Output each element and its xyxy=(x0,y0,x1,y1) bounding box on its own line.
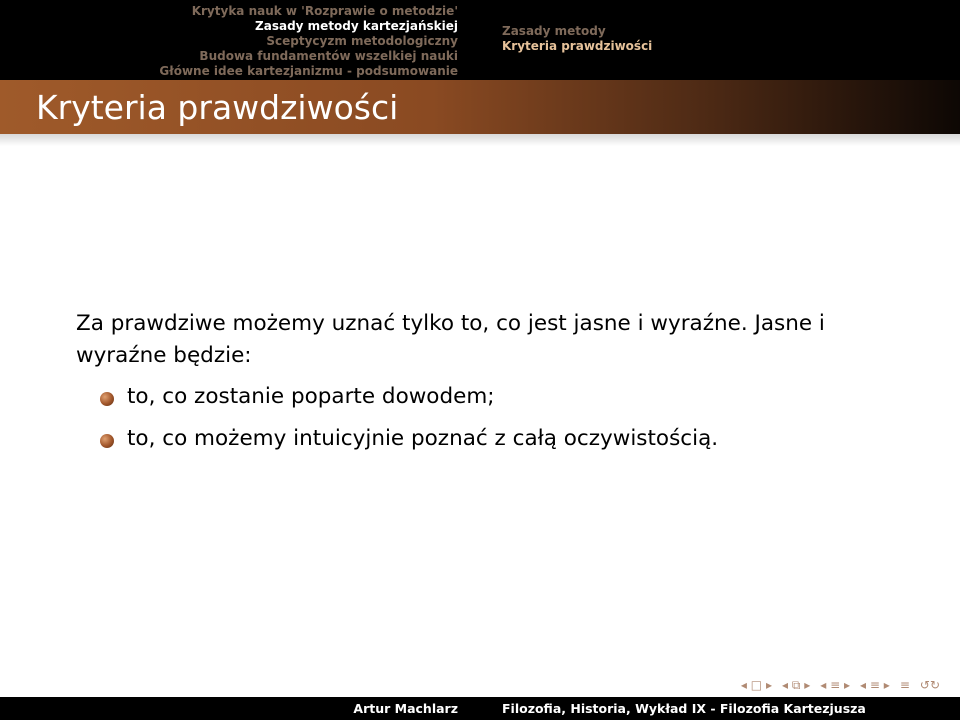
ball-bullet-icon xyxy=(100,434,114,448)
ball-bullet-icon xyxy=(100,392,114,406)
section-navigation xyxy=(0,0,480,80)
arrow-right-icon[interactable]: ▸ xyxy=(804,677,811,692)
section-link-current[interactable]: Zasady metody kartezjańskiej xyxy=(255,19,458,33)
search-back-forward-icon[interactable]: ↺↻ xyxy=(919,678,940,692)
subsection-navigation-symbol[interactable] xyxy=(860,678,890,692)
headline-bar xyxy=(0,0,960,80)
list-item xyxy=(76,381,896,423)
footer-title-box xyxy=(480,697,960,720)
subsection-link-current[interactable]: Kryteria prawdziwości xyxy=(502,39,653,53)
arrow-left-icon[interactable]: ◂ xyxy=(781,677,788,692)
footer-author-box xyxy=(0,697,480,720)
subsection-navigation xyxy=(480,0,960,80)
footer-title: Filozofia, Historia, Wykład IX - Filozofia Kartezjusza xyxy=(502,701,866,716)
beamer-navigation-symbols xyxy=(741,675,940,695)
section-link[interactable]: Sceptycyzm metodologiczny xyxy=(266,34,458,48)
footer-author: Artur Machlarz xyxy=(353,701,458,716)
section-navigation-symbol[interactable] xyxy=(820,678,850,692)
footline-bar xyxy=(0,697,960,720)
section-link[interactable]: Główne idee kartezjanizmu - podsumowanie xyxy=(159,64,458,78)
subsection-frames-navigation[interactable] xyxy=(782,678,810,693)
list-item-text: to, co możemy intuicyjnie poznać z całą oczywistością. xyxy=(127,426,719,451)
arrow-right-icon[interactable]: ▸ xyxy=(883,678,890,692)
section-link[interactable]: Krytyka nauk w 'Rozprawie o metodzie' xyxy=(191,4,458,18)
section-link[interactable]: Budowa fundamentów wszelkiej nauki xyxy=(199,49,458,63)
appendix-icon[interactable]: ≡ xyxy=(899,678,910,692)
frame-icon[interactable]: □ xyxy=(750,678,763,692)
frames-stack-icon[interactable]: ⧉ xyxy=(791,677,801,692)
bullet-list xyxy=(76,381,896,465)
frame-title-bar xyxy=(0,80,960,134)
list-item xyxy=(76,423,896,465)
subsection-link[interactable]: Zasady metody xyxy=(502,24,606,38)
arrow-right-icon[interactable]: ▸ xyxy=(765,678,772,692)
subsection-icon[interactable]: ≡ xyxy=(869,678,880,692)
frame-navigation[interactable] xyxy=(741,678,772,692)
arrow-right-icon[interactable]: ▸ xyxy=(844,678,851,692)
slide-content xyxy=(76,308,896,465)
arrow-left-icon[interactable]: ◂ xyxy=(820,678,827,692)
title-shadow xyxy=(0,134,960,146)
list-item-text: to, co zostanie poparte dowodem; xyxy=(127,384,495,409)
arrow-left-icon[interactable]: ◂ xyxy=(740,678,747,692)
section-icon[interactable]: ≡ xyxy=(830,678,841,692)
frame-title: Kryteria prawdziwości xyxy=(36,88,399,127)
arrow-left-icon[interactable]: ◂ xyxy=(860,678,867,692)
intro-text: Za prawdziwe możemy uznać tylko to, co jest jasne i wyraźne. Jasne i wyraźne będzie: xyxy=(76,311,825,368)
